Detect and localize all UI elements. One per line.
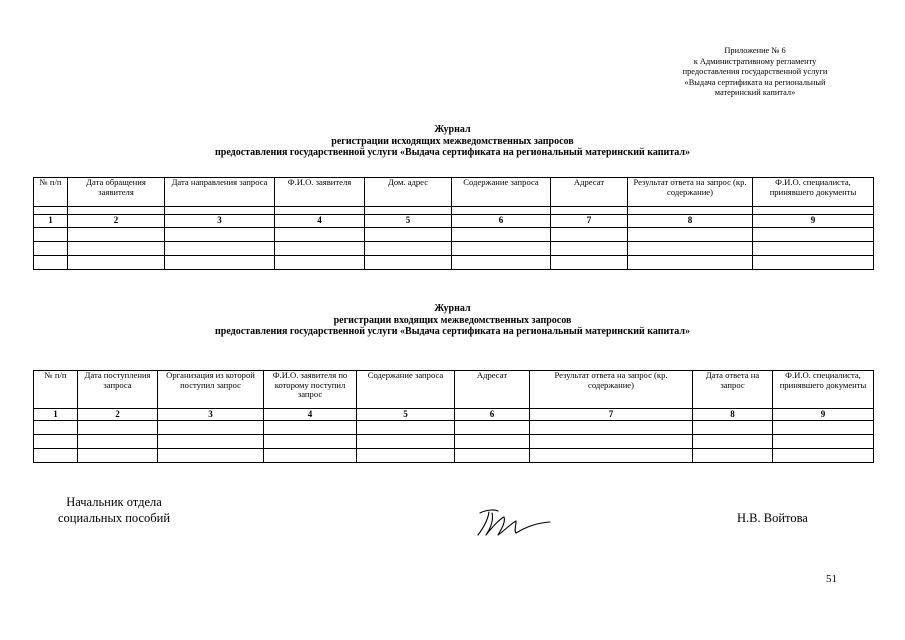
appendix-note <box>650 46 860 99</box>
column-number: 7 <box>551 215 628 228</box>
header-cell: Дата ответа на запрос <box>693 371 773 409</box>
outgoing-requests-table <box>33 177 874 270</box>
header-cell: Результат ответа на запрос (кр. содержание) <box>530 371 693 409</box>
table-row <box>34 228 874 242</box>
header-row <box>34 178 874 207</box>
header-cell: Ф.И.О. специалиста, принявшего документы <box>753 178 874 207</box>
header-cell: Результат ответа на запрос (кр. содержание) <box>628 178 753 207</box>
table-row <box>34 421 874 435</box>
column-number: 3 <box>165 215 275 228</box>
column-number: 6 <box>452 215 551 228</box>
header-cell: Ф.И.О. заявителя по которому поступил запрос <box>264 371 357 409</box>
title-line: регистрации исходящих межведомственных запросов <box>331 135 574 147</box>
appendix-line: «Выдача сертификата на региональный <box>684 77 826 87</box>
page-number: 51 <box>826 573 837 585</box>
column-number: 6 <box>455 409 530 421</box>
column-number-row <box>34 409 874 421</box>
title-line: Журнал <box>434 303 471 314</box>
header-cell: Дата направления запроса <box>165 178 275 207</box>
header-row <box>34 371 874 409</box>
title-line: регистрации входящих межведомственных запросов <box>333 314 572 326</box>
table-row <box>34 256 874 270</box>
column-number: 2 <box>78 409 158 421</box>
header-cell: Ф.И.О. специалиста, принявшего документы <box>773 371 874 409</box>
column-number: 2 <box>68 215 165 228</box>
column-number: 4 <box>264 409 357 421</box>
header-cell: Адресат <box>455 371 530 409</box>
header-cell: Содержание запроса <box>357 371 455 409</box>
title-line: Журнал <box>434 124 471 135</box>
header-cell: Ф.И.О. заявителя <box>275 178 365 207</box>
column-number: 9 <box>753 215 874 228</box>
header-cell: Дом. адрес <box>365 178 452 207</box>
position-line: Начальник отдела <box>66 495 162 509</box>
outgoing-journal-title <box>0 124 905 159</box>
header-cell: № п/п <box>34 178 68 207</box>
header-cell: Дата обращения заявителя <box>68 178 165 207</box>
table-row <box>34 242 874 256</box>
header-cell: Дата поступления запроса <box>78 371 158 409</box>
appendix-line: Приложение № 6 <box>724 46 786 55</box>
column-number: 3 <box>158 409 264 421</box>
signatory-position <box>34 494 194 526</box>
column-number: 4 <box>275 215 365 228</box>
appendix-line: материнский капитал» <box>714 88 796 98</box>
incoming-journal-title <box>0 303 905 338</box>
spacer-row <box>34 207 874 215</box>
table-row <box>34 435 874 449</box>
appendix-line: к Административному регламенту <box>693 56 817 66</box>
appendix-line: предоставления государственной услуги <box>682 67 828 77</box>
column-number: 5 <box>365 215 452 228</box>
header-cell: Адресат <box>551 178 628 207</box>
header-cell: Содержание запроса <box>452 178 551 207</box>
column-number: 5 <box>357 409 455 421</box>
column-number: 1 <box>34 215 68 228</box>
title-line: предоставления государственной услуги «Выдача сертификата на региональный материнский капитал» <box>215 147 690 159</box>
table-row <box>34 449 874 463</box>
column-number-row <box>34 215 874 228</box>
position-line: социальных пособий <box>57 511 171 525</box>
column-number: 9 <box>773 409 874 421</box>
column-number: 1 <box>34 409 78 421</box>
header-cell: № п/п <box>34 371 78 409</box>
incoming-requests-table <box>33 370 874 463</box>
signatory-name: Н.В. Войтова <box>737 511 808 525</box>
header-cell: Организация из которой поступил запрос <box>158 371 264 409</box>
column-number: 8 <box>628 215 753 228</box>
column-number: 8 <box>693 409 773 421</box>
handwritten-signature <box>470 505 560 541</box>
column-number: 7 <box>530 409 693 421</box>
title-line: предоставления государственной услуги «Выдача сертификата на региональный материнский капитал» <box>215 326 690 338</box>
